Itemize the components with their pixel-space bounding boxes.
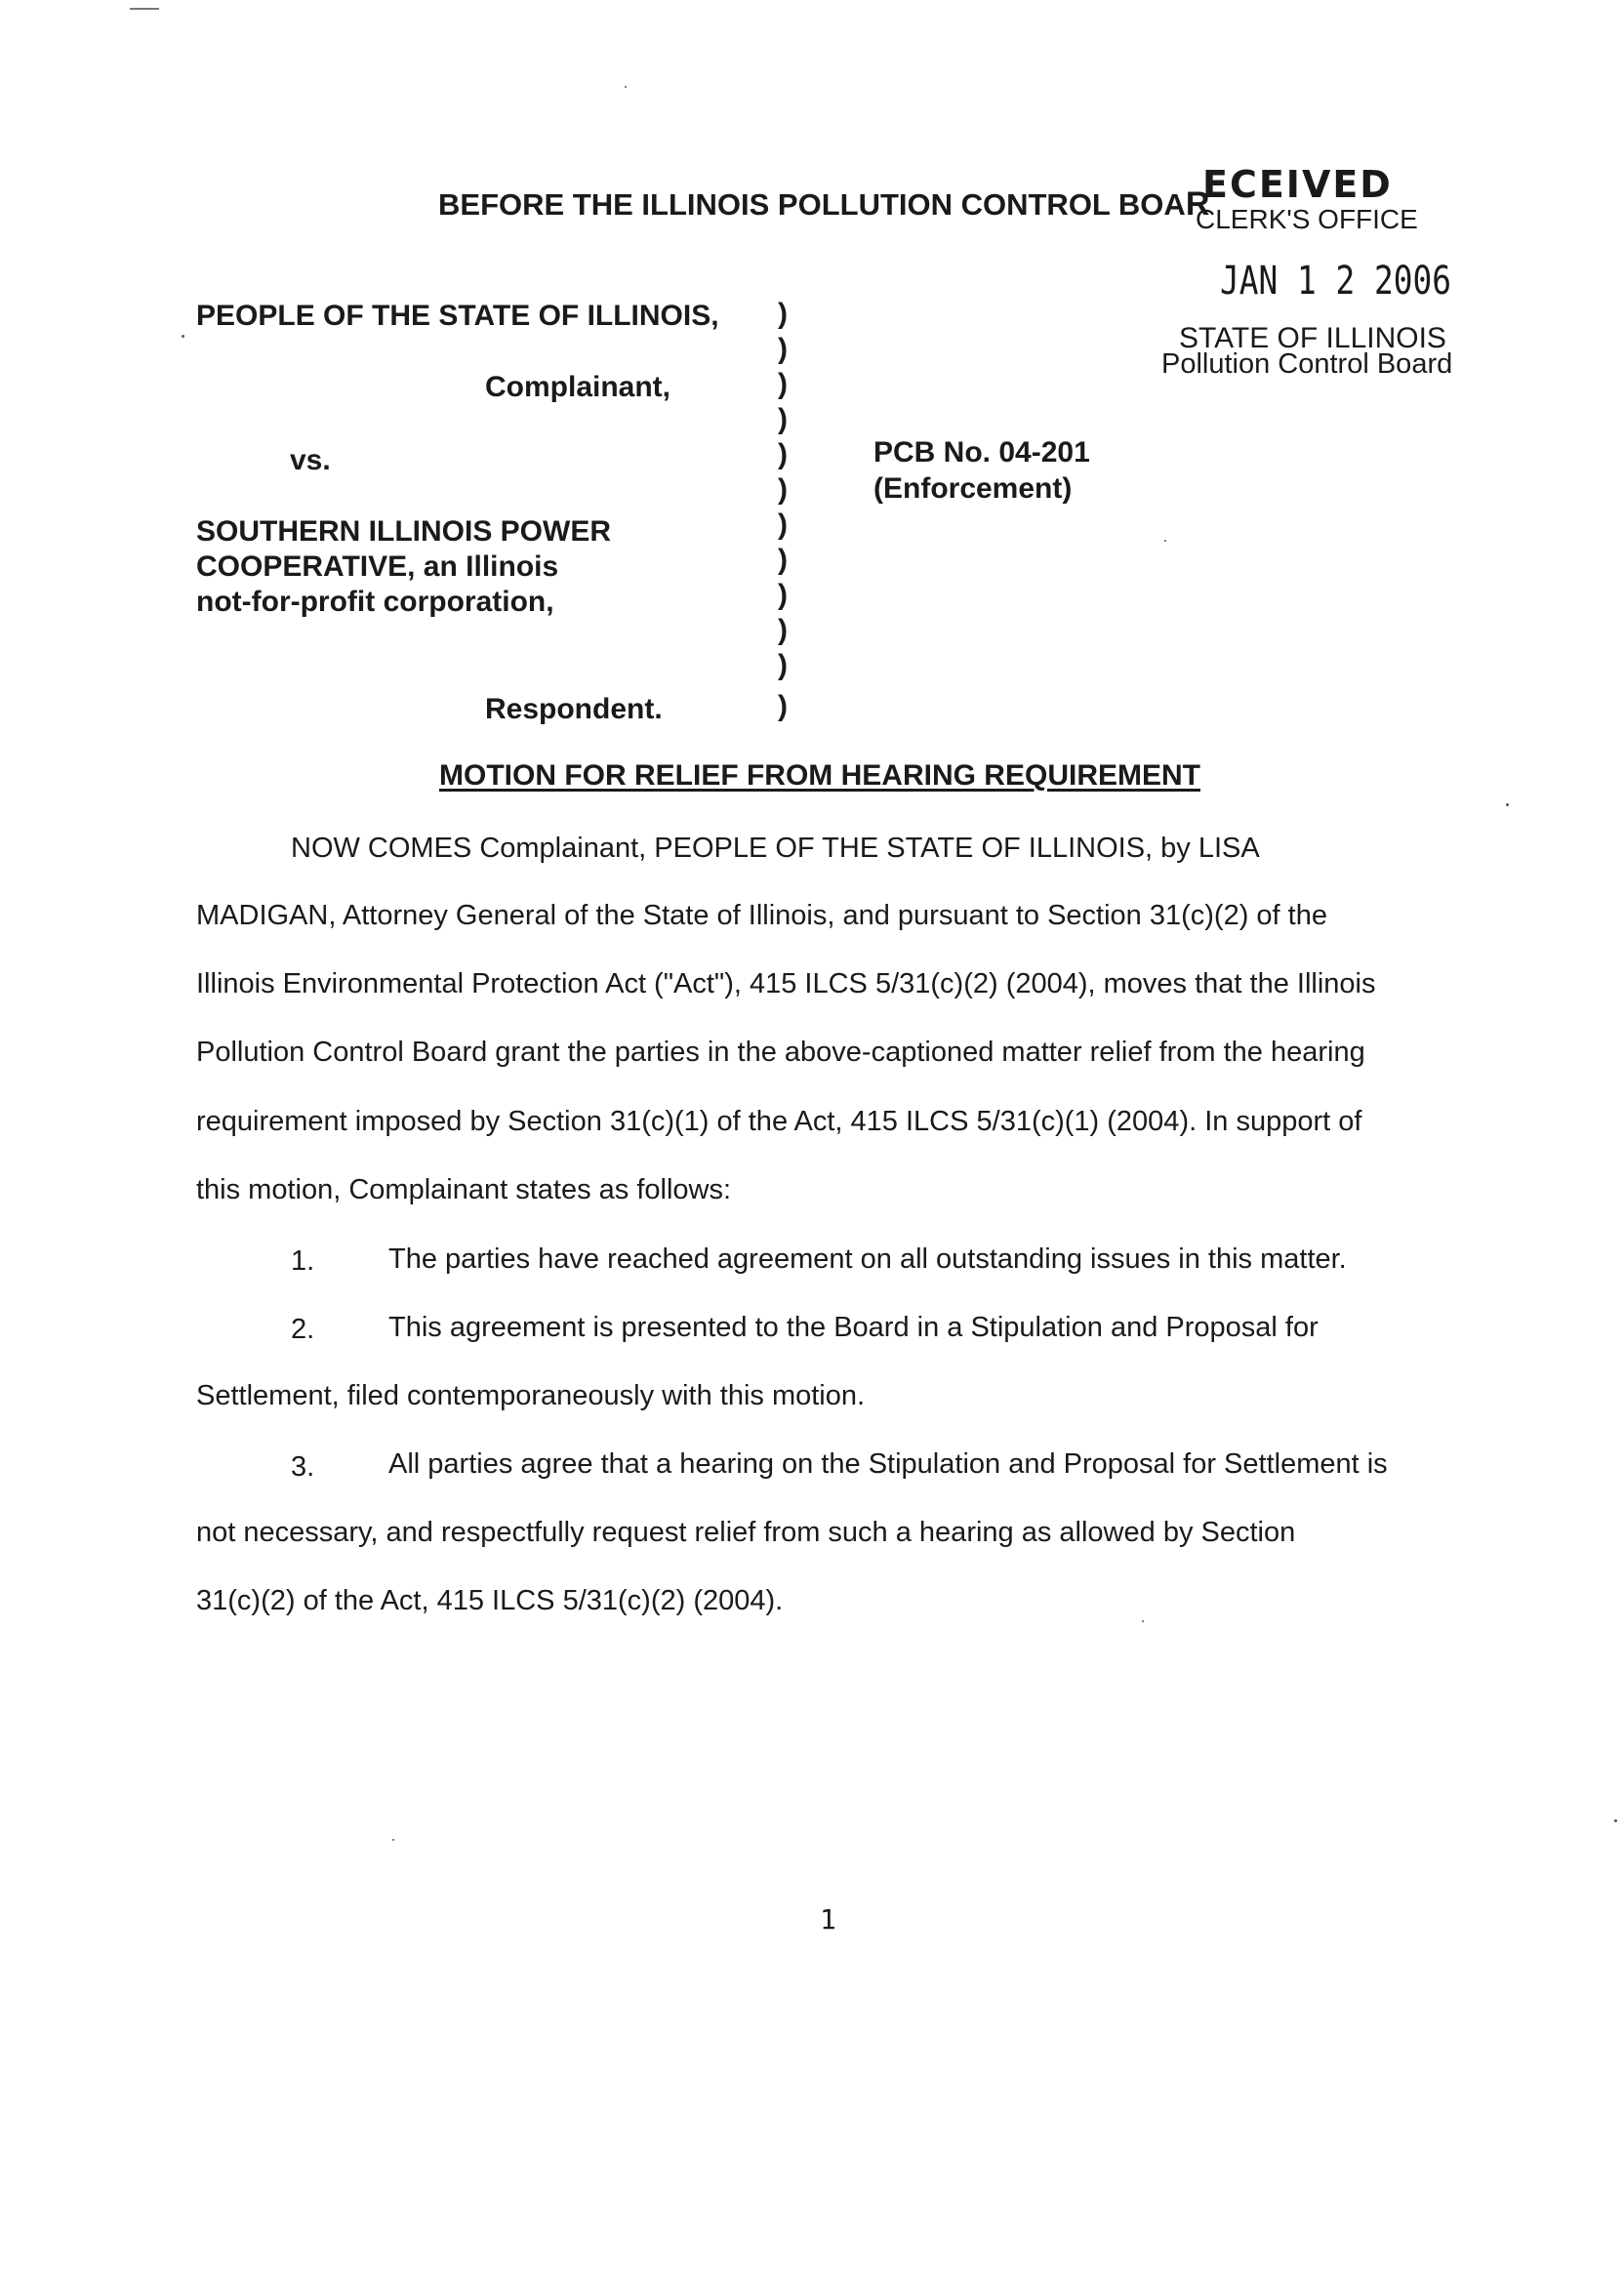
paren: ) [778, 298, 788, 330]
paren: ) [778, 473, 788, 506]
intro-line-6: this motion, Complainant states as follows: [196, 1174, 732, 1205]
paren: ) [778, 403, 788, 435]
stamp-board: Pollution Control Board [1161, 348, 1453, 380]
scan-speck [182, 335, 184, 338]
paren: ) [778, 368, 788, 400]
stamp-date: JAN 1 2 2006 [1220, 259, 1451, 304]
motion-title: MOTION FOR RELIEF FROM HEARING REQUIREMENT [439, 759, 1200, 792]
stamp-clerks-office: CLERK'S OFFICE [1196, 204, 1418, 234]
paren: ) [778, 544, 788, 576]
versus: vs. [290, 444, 331, 476]
stamp-state: STATE OF ILLINOIS [1179, 322, 1446, 354]
case-number: PCB No. 04-201 [873, 436, 1090, 469]
item-line: This agreement is presented to the Board in a Stipulation and Proposal for [388, 1312, 1319, 1343]
item-number: 3. [291, 1451, 315, 1483]
scan-speck [392, 1839, 394, 1841]
received-stamp [1202, 163, 1393, 206]
scan-mark [130, 8, 159, 10]
paren: ) [778, 579, 788, 611]
page-number: 1 [820, 1903, 836, 1936]
item-line: Settlement, filed contemporaneously with this motion. [196, 1380, 866, 1411]
paren: ) [778, 333, 788, 365]
intro-line-5: requirement imposed by Section 31(c)(1) of the Act, 415 ILCS 5/31(c)(1) (2004). In support of [196, 1106, 1362, 1137]
scan-speck [1142, 1620, 1144, 1622]
scan-speck [1164, 540, 1166, 542]
item-number: 2. [291, 1314, 315, 1345]
item-line: 31(c)(2) of the Act, 415 ILCS 5/31(c)(2) (2004). [196, 1585, 784, 1616]
item-number: 1. [291, 1245, 315, 1277]
case-type: (Enforcement) [873, 472, 1073, 505]
stamp-overlap-letter: R [1185, 185, 1210, 223]
complainant-role: Complainant, [485, 371, 671, 403]
item-line: The parties have reached agreement on all outstanding issues in this matter. [388, 1243, 1347, 1275]
item-line: All parties agree that a hearing on the Stipulation and Proposal for Settlement is [388, 1448, 1388, 1480]
respondent-name-line-3: not-for-profit corporation, [196, 586, 554, 618]
intro-line-1: NOW COMES Complainant, PEOPLE OF THE STATE OF ILLINOIS, by LISA [291, 833, 1260, 864]
paren: ) [778, 649, 788, 681]
paren: ) [778, 509, 788, 541]
complainant-name: PEOPLE OF THE STATE OF ILLINOIS, [196, 300, 719, 332]
respondent-name-line-1: SOUTHERN ILLINOIS POWER [196, 515, 612, 548]
board-title-text: BEFORE THE ILLINOIS POLLUTION CONTROL BOA [438, 187, 1186, 222]
intro-line-2: MADIGAN, Attorney General of the State of Illinois, and pursuant to Section 31(c)(2) of the [196, 900, 1327, 931]
paren: ) [778, 690, 788, 722]
stamp-received: ECEIVED [1202, 163, 1393, 206]
paren: ) [778, 438, 788, 470]
scan-speck [1506, 803, 1509, 806]
scan-speck [1614, 1819, 1617, 1822]
paren: ) [778, 614, 788, 646]
intro-line-4: Pollution Control Board grant the parties in the above-captioned matter relief from the hearing [196, 1037, 1365, 1068]
respondent-role: Respondent. [485, 693, 663, 725]
intro-line-3: Illinois Environmental Protection Act ("Act"), 415 ILCS 5/31(c)(2) (2004), moves that the Illinois [196, 968, 1376, 999]
respondent-name-line-2: COOPERATIVE, an Illinois [196, 550, 559, 583]
board-title [438, 185, 1209, 224]
scan-speck [625, 86, 627, 88]
item-line: not necessary, and respectfully request relief from such a hearing as allowed by Section [196, 1517, 1296, 1548]
